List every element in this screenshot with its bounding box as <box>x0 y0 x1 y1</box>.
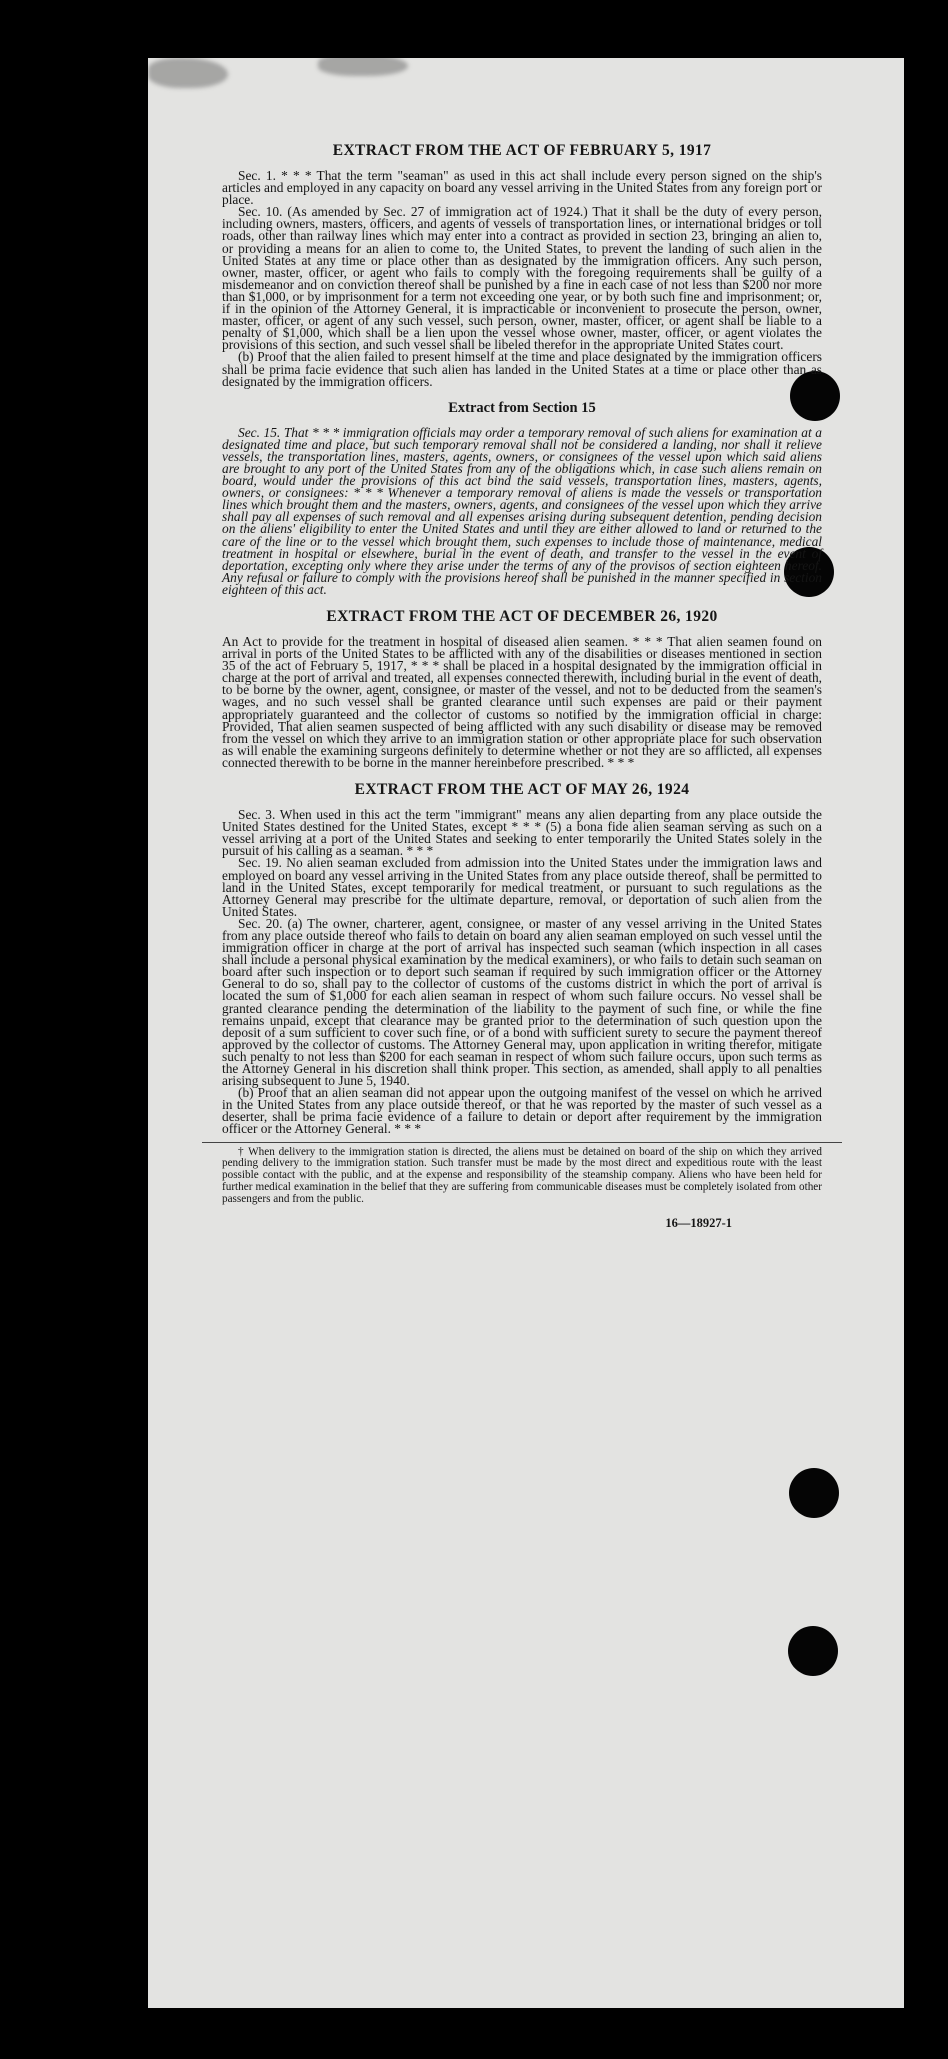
footnote <box>222 1147 822 1206</box>
punch-hole <box>788 1626 838 1676</box>
paragraph-sec-20-a: Sec. 20. (a) The owner, charterer, agent, consignee, or master of any vessel arriving in the United States from any place outside thereof who fails to detain on board any alien seaman employed on such vessel until the immigration officer in charge at the port of arrival has inspected such seaman (which inspection in all cases shall include a personal physical examination by the medical examiners), or who fails to detain such seaman on board after such inspection or to deport such seaman if required by such immigration officer or the Attorney General to do so, shall pay to the collector of customs of the customs district in which the port of arrival is located the sum of $1,000 for each alien seaman in respect of whom such failure occurs. No vessel shall be granted clearance pending the determination of the liability to the payment of such fine, or while the fine remains unpaid, except that clearance may be granted prior to the determination of such question upon the deposit of a sum sufficient to cover such fine, or of a bond with sufficient surety to secure the payment thereof approved by the collector of customs. The Attorney General may, upon application in writing therefor, mitigate such penalty to not less than $200 for each seaman in respect of whom such failure occurs, upon such terms as the Attorney General in his discretion shall think proper. This section, as amended, shall apply to all penalties arising subsequent to June 5, 1940. <box>222 915 822 1089</box>
document-text <box>222 142 822 1231</box>
paragraph-sec-3: Sec. 3. When used in this act the term "immigrant" means any alien departing from any place outside the United States destined for the United States, except * * * (5) a bona fide alien seaman serving as such on a vessel arriving at a port of the United States and seeking to enter temporarily the United States solely in the pursuit of his calling as a seaman. * * * <box>222 807 822 859</box>
heading-act-1924: EXTRACT FROM THE ACT OF MAY 26, 1924 <box>354 781 690 799</box>
heading-section-15: Extract from Section 15 <box>448 399 596 416</box>
punch-hole <box>789 1468 839 1518</box>
scan-smudge <box>148 58 228 88</box>
footnote-divider <box>202 1142 842 1143</box>
paragraph-sec-10-b: (b) Proof that the alien failed to present himself at the time and place designated by the immigration officers shall be prima facie evidence that such alien has landed in the United States at a time or place other than as designated by the immigration officers. <box>222 349 822 389</box>
document-page <box>148 58 904 2008</box>
heading-act-1920: EXTRACT FROM THE ACT OF DECEMBER 26, 1920 <box>326 608 718 625</box>
footnote-text: † When delivery to the immigration station is directed, the aliens must be detained on board of the ship on which they arrived pending delivery to the immigration station. Such transfer must be made by the most direct and expeditious route with the least possible contact with the public, and at the expense and responsibility of the steamship company. Aliens who have been held for further medical examination in the belief that they are suffering from communicable diseases must be completely isolated from other passengers and from the public. <box>222 1145 822 1205</box>
paragraph-sec-1: Sec. 1. * * * That the term "seaman" as used in this act shall include every person signed on the ship's articles and employed in any capacity on board any vessel arriving in the United States from any foreign port or place. <box>222 168 822 208</box>
paragraph-act-1920: An Act to provide for the treatment in hospital of diseased alien seamen. * * * That alien seamen found on arrival in ports of the United States to be afflicted with any of the disabilities or diseases mentioned in section 35 of the act of February 5, 1917, * * * shall be placed in a hospital designated by the immigration official in charge at the port of arrival and treated, all expenses connected therewith, including burial in the event of death, to be borne by the owner, agent, consignee, or master of the vessel, and not to be deducted from the seamen's wages, and no such vessel shall be granted clearance until such expenses are paid or their payment appropriately guaranteed and the collector of customs so notified by the immigration official in charge: Provided, That alien seamen suspected of being afflicted with any such disability or disease may be removed from the vessel on which they arrive to an immigration station or other appropriate place for such observation as will enable the examining surgeons definitely to determine whether or not they are so afflicted, all expenses connected therewith to be borne in the manner hereinbefore prescribed. * * * <box>222 634 822 770</box>
heading-act-1917: EXTRACT FROM THE ACT OF FEBRUARY 5, 1917 <box>332 142 712 159</box>
scan-smudge <box>318 58 408 76</box>
paragraph-sec-20-b: (b) Proof that an alien seaman did not appear upon the outgoing manifest of the vessel on which he arrived in the United States from any place outside thereof, or that he was reported by the master of such vessel as a deserter, shall be prima facie evidence of a failure to detain or deport after requirement by the immigration officer or the Attorney General. * * * <box>222 1085 822 1137</box>
paragraph-sec-15: Sec. 15. That * * * immigration officials may order a temporary removal of such aliens for examination at a designated time and place, but such temporary removal shall not be considered a landing, nor shall it relieve vessels, the transportation lines, masters, agents, owners, or consignees of the vessel upon which said aliens are brought to any port of the United States from any of the obligations which, in case such aliens remain on board, would under the provisions of this act bind the said vessels, transportation lines, masters, agents, owners, or consignees: * * * Whenever a temporary removal of aliens is made the vessels or transportation lines which brought them and the masters, owners, agents, and consignees of the vessel upon which they arrive shall pay all expenses of such removal and all expenses arising during subsequent detention, pending decision on the aliens' eligibility to enter the United States and until they are either allowed to land or returned to the care of the line or to the vessel which brought them, such expenses to include those of maintenance, medical treatment in hospital or elsewhere, burial in the event of death, and transfer to the vessel in the event of deportation, excepting only where they arise under the terms of any of the provisos of section eighteen hereof. Any refusal or failure to comply with the provisions hereof shall be punished in the manner specified in section eighteen of this act. <box>222 424 822 597</box>
paragraph-sec-10: Sec. 10. (As amended by Sec. 27 of immigration act of 1924.) That it shall be the duty of every person, including owners, masters, officers, and agents of vessels of transportation lines, or international bridges or toll roads, other than railway lines which may enter into a contract as provided in section 23, bringing an alien to, or providing a means for an alien to come to, the United States, to prevent the landing of such alien in the United States at any time or place other than as designated by the immigration officers. Any such person, owner, master, officer, or agent who fails to comply with the foregoing requirements shall be guilty of a misdemeanor and on conviction thereof shall be punished by a fine in each case of not less than $200 nor more than $1,000, or by imprisonment for a term not exceeding one year, or by both such fine and imprisonment; or, if in the opinion of the Attorney General, it is impracticable or inconvenient to prosecute the person, owner, master, officer, or agent of any such vessel, such person, owner, master, officer, or agent shall be liable to a penalty of $1,000, which shall be a lien upon the vessel whose owner, master, officer, or agent violates the provisions of this section, and such vessel shall be libeled therefor in the appropriate United States court. <box>222 204 822 353</box>
form-number: 16—18927-1 <box>665 1215 732 1230</box>
paragraph-sec-19: Sec. 19. No alien seaman excluded from admission into the United States under the immigration laws and employed on board any vessel arriving in the United States from any place outside thereof, shall be permitted to land in the United States, except temporarily for medical treatment, or pursuant to such regulations as the Attorney General may prescribe for the ultimate departure, removal, or deportation of such alien from the United States. <box>222 855 822 919</box>
